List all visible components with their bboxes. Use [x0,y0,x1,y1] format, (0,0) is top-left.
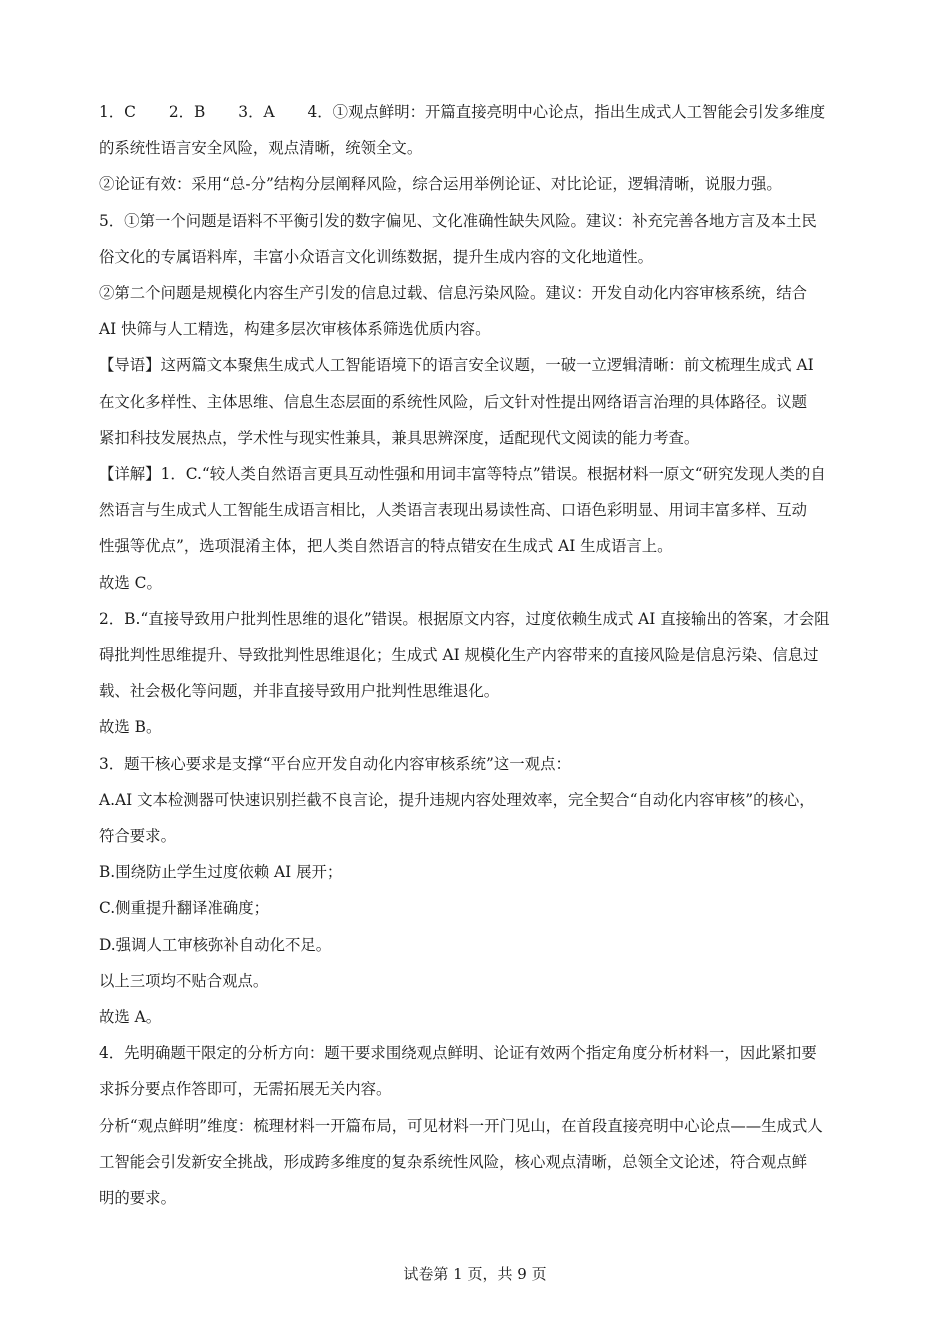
detail-1-line-2: 然语言与生成式人工智能生成语言相比，人类语言表现出易读性高、口语色彩明显、用词丰富多样、互动 [99,501,807,520]
detail-4-line-3: 分析“观点鲜明”维度：梳理材料一开篇布局，可见材料一开门见山，在首段直接亮明中心论点——生成式人 [99,1116,823,1135]
detail-3-option-a-line-2: 符合要求。 [99,827,176,846]
detail-1-conclusion: 故选 C。 [99,573,162,592]
detail-3-summary: 以上三项均不贴合观点。 [99,971,269,990]
answer-page-body [99,94,855,1216]
detail-3-line-1: 3．题干核心要求是支撑“平台应开发自动化内容审核系统”这一观点： [99,754,571,773]
detail-4-line-5: 明的要求。 [99,1189,176,1208]
answer-5-line-1: 5．①第一个问题是语料不平衡引发的数字偏见、文化准确性缺失风险。建议：补充完善各地方言及本土民 [99,211,817,230]
guide-line-3: 紧扣科技发展热点，学术性与现实性兼具，兼具思辨深度，适配现代文阅读的能力考查。 [99,428,700,447]
answers-row [99,94,855,130]
detail-3-option-b: B.围绕防止学生过度依赖 AI 展开； [99,863,343,882]
detail-3-conclusion: 故选 A。 [99,1008,162,1027]
detail-1-line-3: 性强等优点”，选项混淆主体，把人类自然语言的特点错安在生成式 AI 生成语言上。 [99,537,673,556]
answer-5-line-4: AI 快筛与人工精选，构建多层次审核体系筛选优质内容。 [99,320,491,339]
answer-2: 2．B [168,103,206,121]
answer-4-line-2: 的系统性语言安全风险，观点清晰，统领全文。 [99,139,423,158]
answer-5-line-3: ②第二个问题是规模化内容生产引发的信息过载、信息污染风险。建议：开发自动化内容审核系统，结合 [99,284,807,303]
answer-4-line-3: ②论证有效：采用“总-分”结构分层阐释风险，综合运用举例论证、对比论证，逻辑清晰，说服力强。 [99,175,782,194]
detail-2-conclusion: 故选 B。 [99,718,162,737]
page-footer: 试卷第 1 页，共 9 页 [403,1265,547,1283]
answer-1: 1．C [99,103,136,121]
answer-5-line-2: 俗文化的专属语料库，丰富小众语言文化训练数据，提升生成内容的文化地道性。 [99,247,654,266]
detail-2-line-2: 碍批判性思维提升、导致批判性思维退化；生成式 AI 规模化生产内容带来的直接风险是信息污染、信息过 [99,646,819,665]
detail-2-line-3: 载、社会极化等问题，并非直接导致用户批判性思维退化。 [99,682,500,701]
detail-4-line-4: 工智能会引发新安全挑战，形成跨多维度的复杂系统性风险，核心观点清晰，总领全文论述，符合观点鲜 [99,1152,807,1171]
detail-3-option-a-line-1: A.AI 文本检测器可快速识别拦截不良言论，提升违规内容处理效率，完全契合“自动化内容审核”的核心， [99,790,815,809]
detail-3-option-c: C.侧重提升翻译准确度； [99,899,270,918]
answer-3: 3．A [238,103,275,121]
detail-2-line-1: 2．B.“直接导致用户批判性思维的退化”错误。根据原文内容，过度依赖生成式 AI 直接输出的答案，才会阻 [99,609,830,628]
guide-line-2: 在文化多样性、主体思维、信息生态层面的系统性风险，后文针对性提出网络语言治理的具体路径。议题 [99,392,807,411]
answer-4-head: 4．①观点鲜明：开篇直接亮明中心论点，指出生成式人工智能会引发多维度 [307,103,826,121]
detail-1-line-1: 【详解】1．C.“较人类自然语言更具互动性强和用词丰富等特点”错误。根据材料一原文“研究发现人类的自 [99,465,826,484]
detail-4-line-2: 求拆分要点作答即可，无需拓展无关内容。 [99,1080,392,1099]
detail-3-option-d: D.强调人工审核弥补自动化不足。 [99,935,332,954]
guide-line-1: 【导语】这两篇文本聚焦生成式人工智能语境下的语言安全议题，一破一立逻辑清晰：前文梳理生成式 AI [99,356,814,375]
detail-4-line-1: 4．先明确题干限定的分析方向：题干要求围绕观点鲜明、论证有效两个指定角度分析材料一，因此紧扣要 [99,1044,817,1063]
